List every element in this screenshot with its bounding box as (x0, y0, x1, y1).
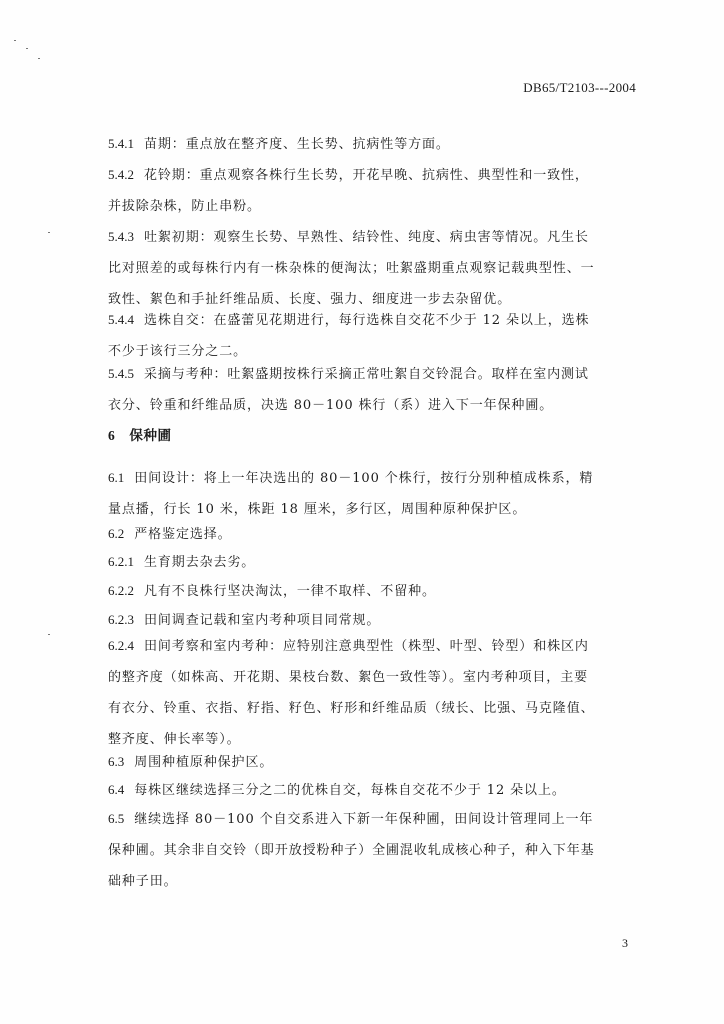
clause-6-2-3: 6.2.3 田间调查记载和室内考种项目同常规。 (108, 612, 381, 628)
clause-6-2-4: 6.2.4 田间考察和室内考种：应特别注意典型性（株型、叶型、铃型）和株区内 的整齐度（如株高、开花期、果枝台数、絮色一致性等）。室内考种项目，主要 有衣分、铃重、衣指、籽指、籽色、籽形和纤维品质（绒长、比强、马克隆值、 整齐度、伸长率等）。 (108, 638, 595, 747)
section-heading: 6 保种圃 (108, 428, 172, 444)
scan-speck (14, 40, 16, 41)
clause-6-5: 6.5 继续选择 80－100 个自交系进入下新一年保种圃，田间设计管理同上一年 保种圃。其余非自交铃（即开放授粉种子）全圃混收轧成核心种子，种入下年基 础种子田。 (108, 811, 595, 889)
clause-6-4: 6.4 每株区继续选择三分之二的优株自交，每株自交花不少于 12 朵以上。 (108, 782, 566, 798)
clause-6-1: 6.1 田间设计：将上一年决选出的 80－100 个株行，按行分别种植成株系，精 量点播，行长 10 米，株距 18 厘米，多行区，周围种原种保护区。 (108, 470, 594, 517)
scan-speck (38, 58, 40, 59)
scan-speck (48, 634, 50, 635)
page-number: 3 (622, 936, 628, 950)
scan-speck (26, 48, 28, 49)
clause-6-3: 6.3 周围种植原种保护区。 (108, 754, 274, 770)
clause-6-2-1: 6.2.1 生育期去杂去劣。 (108, 554, 256, 570)
clause-6-2: 6.2 严格鉴定选择。 (108, 526, 232, 542)
clause-5-4-3: 5.4.3 吐絮初期：观察生长势、早熟性、结铃性、纯度、病虫害等情况。凡生长 比对照差的或每株行内有一株杂株的便淘汰；吐絮盛期重点观察记载典型性、一 致性、絮色和手扯纤维品质、长度、强力、细度进一步去杂留优。 (108, 229, 595, 307)
clause-5-4-4: 5.4.4 选株自交：在盛蕾见花期进行，每行选株自交花不少于 12 朵以上，选株 不少于该行三分之二。 (108, 312, 590, 359)
clause-5-4-5: 5.4.5 采摘与考种：吐絮盛期按株行采摘正常吐絮自交铃混合。取样在室内测试 衣分、铃重和纤维品质，决选 80－100 株行（系）进入下一年保种圃。 (108, 366, 589, 413)
clause-6-2-2: 6.2.2 凡有不良株行坚决淘汰，一律不取样、不留种。 (108, 583, 436, 599)
scan-speck (48, 232, 50, 233)
clause-5-4-1: 5.4.1 苗期：重点放在整齐度、生长势、抗病性等方面。 (108, 136, 450, 152)
clause-5-4-2: 5.4.2 花铃期：重点观察各株行生长势，开花早晚、抗病性、典型性和一致性， 并拔除杂株，防止串粉。 (108, 167, 589, 214)
document-id: DB65/T2103---2004 (523, 80, 636, 95)
